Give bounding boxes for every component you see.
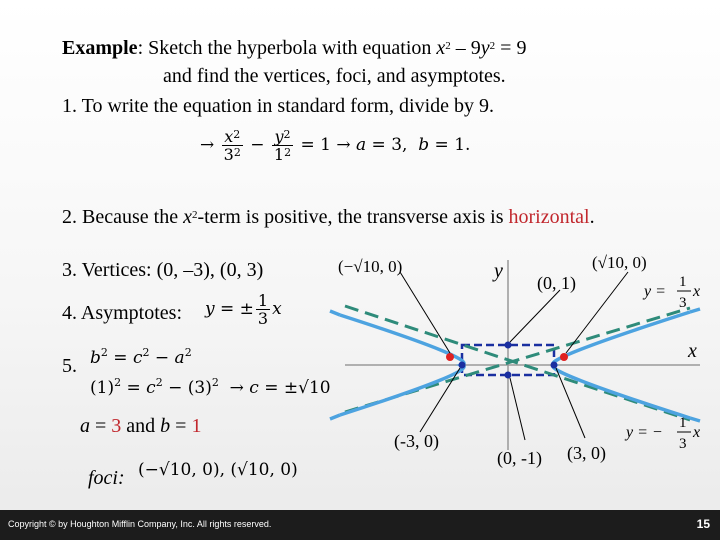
copyright-text: Copyright © by Houghton Mifflin Company, Inc. All rights reserved. [8, 519, 272, 529]
eq-end: = 9 [495, 37, 527, 59]
y-axis-label: y [494, 260, 503, 282]
point-label-0-neg1: (0, -1) [497, 448, 542, 468]
eq-mid: – 9 [450, 37, 481, 59]
vertex-right [551, 362, 558, 369]
asymptote-label-negative: y = − [626, 424, 663, 441]
left-focus-label: (−√10, 0) [338, 257, 403, 276]
step-1-text: 1. To write the equation in standard form, divide by 9. [62, 95, 495, 117]
title-label: Example [62, 37, 138, 59]
slide-footer [0, 510, 720, 540]
step-2-text: 2. Because the $x^2$-term is positive, the transverse axis is horizontal. [62, 206, 595, 228]
point-label-0-1: (0, 1) [537, 273, 576, 293]
svg-text:x: x [693, 424, 701, 441]
step-3-text: 3. Vertices: (0, –3), (0, 3) [62, 259, 264, 281]
step-5-text: 5. [62, 355, 77, 377]
step-4-text: 4. Asymptotes: [62, 302, 183, 324]
pointer-left-vertex [420, 368, 460, 432]
pointer-left-focus [400, 272, 450, 353]
focus-left [446, 353, 454, 361]
page-number: 15 [696, 517, 710, 531]
svg-text:3: 3 [679, 436, 687, 452]
foci-relation: $b^2 = c^2 - a^2$ [90, 346, 192, 368]
co-vertex-top [505, 342, 512, 349]
asymptote-label-positive: y = [644, 283, 666, 300]
x-axis-label: x [688, 340, 697, 362]
svg-text:1: 1 [679, 274, 687, 290]
point-label-3-0: (3, 0) [567, 443, 606, 463]
title-line-2: and find the vertices, foci, and asymptotes. [163, 65, 506, 87]
a-b-values: a = 3 and b = 1 [80, 415, 202, 437]
right-focus-label: (√10, 0) [592, 253, 647, 272]
foci-label: foci: [88, 467, 125, 489]
title-line-1: Example: Sketch the hyperbola with equation $x^2 - 9y^2 = 9$ [62, 37, 527, 59]
svg-text:x: x [693, 283, 701, 300]
svg-text:3: 3 [679, 295, 687, 311]
asymptote-equation: y = ± $\frac{1}{3}$ x [205, 291, 282, 328]
co-vertex-bottom [505, 372, 512, 379]
pointer-top-vertex [510, 290, 560, 342]
foci-points: (−√10, 0), (√10, 0) [138, 460, 298, 480]
left-branch-arrows [330, 311, 340, 419]
foci-computation: $(1)^2 = c^2 - (3)^2 \to c = \pm√10$ [90, 376, 331, 398]
focus-right [560, 353, 568, 361]
eq-var-y: y [480, 37, 490, 59]
point-label-neg3-0: (-3, 0) [394, 431, 439, 451]
eq-var-x: x [436, 37, 446, 59]
pointer-bottom-vertex [510, 378, 525, 440]
title-text: : Sketch the hyperbola with equation [137, 37, 437, 59]
standard-form-equation: → $\frac{x^2}{3^2}$ − $\frac{y^2}{1^2}$ = 1 → a = 3, b = 1. [200, 127, 471, 164]
svg-text:1: 1 [679, 415, 687, 431]
vertex-left [459, 362, 466, 369]
transverse-direction: horizontal [508, 206, 590, 228]
pointer-right-vertex [556, 368, 585, 438]
